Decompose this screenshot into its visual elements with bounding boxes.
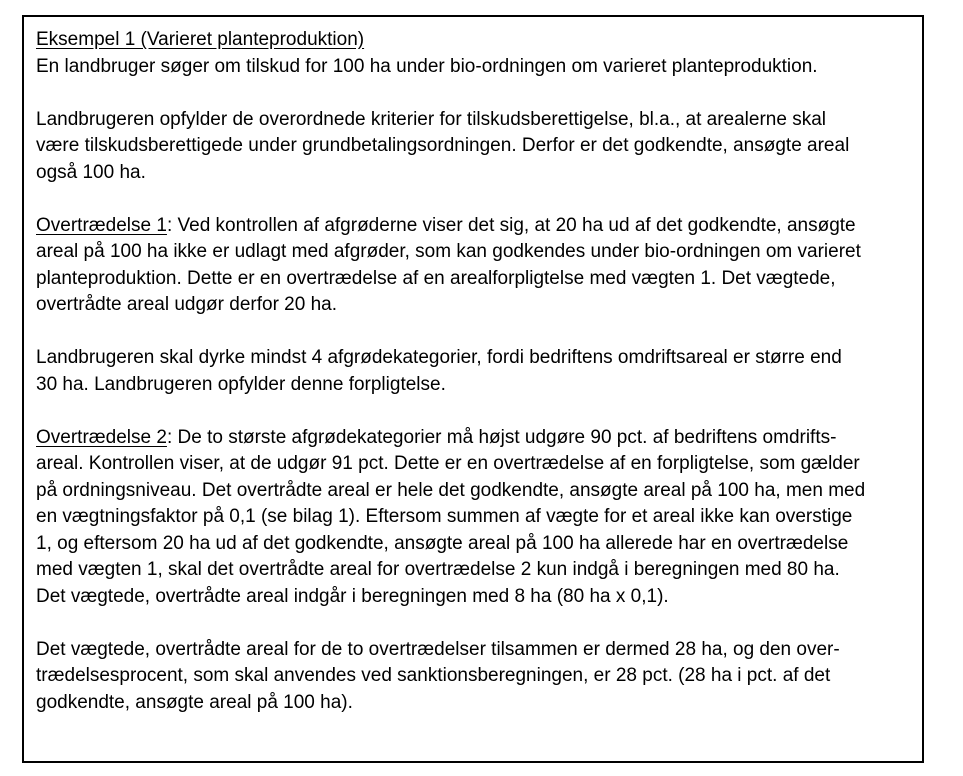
text-line: på ordningsniveau. Det overtrådte areal er hele det godkendte, ansøgte areal på 100 ha, men med [36, 479, 866, 501]
underlined-heading: Overtrædelse 2 [36, 426, 167, 448]
text-line: 1, og eftersom 20 ha ud af det godkendte, ansøgte areal på 100 ha allerede har en overtrædelse [36, 532, 849, 554]
document-content [24, 17, 922, 716]
text-line: også 100 ha. [36, 161, 146, 183]
text-line: Landbrugeren skal dyrke mindst 4 afgrødekategorier, fordi bedriftens omdriftsareal er større end [36, 347, 842, 368]
text-line: godkendte, ansøgte areal på 100 ha). [36, 691, 353, 713]
text-line: Det vægtede, overtrådte areal indgår i beregningen med 8 ha (80 ha x 0,1). [36, 585, 669, 607]
underlined-heading: Eksempel 1 (Varieret planteproduktion) [36, 29, 365, 50]
text-line: Overtrædelse 1: Ved kontrollen af afgrøderne viser det sig, at 20 ha ud af det godkendte, ansøgte [36, 214, 856, 236]
paragraph [36, 107, 910, 187]
text-line: en vægtningsfaktor på 0,1 (se bilag 1). Eftersom summen af vægte for et areal ikke kan overstige [36, 506, 853, 527]
text-line: 30 ha. Landbrugeren opfylder denne forpligtelse. [36, 373, 446, 395]
paragraph [36, 425, 910, 611]
text-line: trædelsesprocent, som skal anvendes ved sanktionsberegningen, er 28 pct. (28 ha i pct. af det [36, 665, 831, 686]
paragraph [36, 345, 910, 398]
text-line: være tilskudsberettigede under grundbetalingsordningen. Derfor er det godkendte, ansøgte areal [36, 135, 850, 156]
underlined-heading: Overtrædelse 1 [36, 214, 167, 236]
text-line: planteproduktion. Dette er en overtrædelse af en arealforpligtelse med vægten 1. Det vægtede, [36, 267, 836, 289]
paragraph [36, 27, 910, 80]
paragraph [36, 213, 910, 319]
text-line: En landbruger søger om tilskud for 100 ha under bio-ordningen om varieret planteproduktion. [36, 55, 818, 77]
text-line: overtrådte areal udgør derfor 20 ha. [36, 294, 338, 315]
paragraph [36, 637, 910, 717]
text-line: Landbrugeren opfylder de overordnede kriterier for tilskudsberettigelse, bl.a., at arealerne skal [36, 108, 827, 130]
text-line: areal på 100 ha ikke er udlagt med afgrøder, som kan godkendes under bio-ordningen om varieret [36, 241, 861, 262]
text-line: med vægten 1, skal det overtrådte areal for overtrædelse 2 kun indgå i beregningen med 80 ha. [36, 559, 840, 580]
text-line [36, 27, 910, 54]
text-line: areal. Kontrollen viser, at de udgør 91 pct. Dette er en overtrædelse af en forpligtelse, som gælder [36, 453, 860, 474]
document-border-box [22, 15, 924, 763]
text-line: Det vægtede, overtrådte areal for de to overtrædelser tilsammen er dermed 28 ha, og den over- [36, 638, 840, 660]
text-line: Overtrædelse 2: De to største afgrødekategorier må højst udgøre 90 pct. af bedriftens omdrifts- [36, 426, 837, 448]
